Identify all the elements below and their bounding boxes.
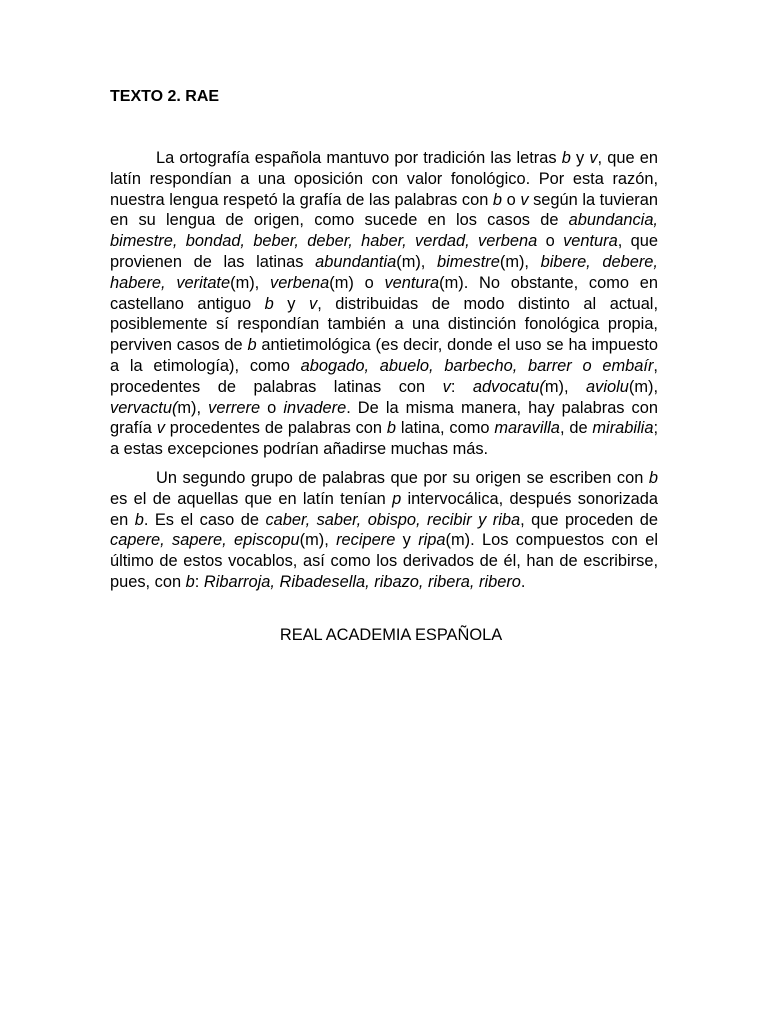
text-run: (m),	[499, 252, 541, 271]
italic-run: capere, sapere, episcopu	[110, 531, 300, 550]
italic-run: abundantia	[315, 252, 397, 271]
text-run: . Es el caso de	[143, 510, 266, 529]
text-run: , de	[559, 419, 593, 438]
italic-run: maravilla	[494, 419, 560, 438]
italic-run: b	[648, 468, 658, 487]
italic-run: verbena	[270, 273, 330, 292]
text-run: Un segundo grupo de palabras que por su origen se escriben con	[156, 468, 649, 487]
text-run: , que en latín respondían a una oposición con valor fonológico. Por esta razón, nuestra lengua respetó la grafía de las palabras con	[110, 149, 658, 209]
text-run: :	[450, 377, 473, 396]
italic-run: ventura	[563, 232, 618, 251]
italic-run: aviolu	[586, 377, 629, 396]
text-run: y	[395, 531, 419, 550]
text-run: , procedentes de palabras latinas con	[110, 356, 658, 396]
italic-run: Ribarroja, Ribadesella, ribazo, ribera, ribero	[203, 572, 521, 591]
italic-run: invadere	[283, 398, 347, 417]
italic-run: bimestre	[437, 252, 500, 271]
text-run: (m),	[396, 252, 437, 271]
text-run: , que provienen de las latinas	[110, 232, 658, 271]
text-run: ; a estas excepciones podrían añadirse muchas más.	[110, 419, 658, 459]
text-run: procedentes de palabras con	[164, 419, 387, 438]
italic-run: v	[589, 149, 598, 167]
signature: REAL ACADEMIA ESPAÑOLA	[279, 625, 503, 644]
italic-run: v	[156, 419, 165, 438]
document-page	[110, 86, 658, 646]
text-run: intervocálica, después sonorizada en	[110, 489, 658, 529]
italic-run: v	[442, 377, 451, 396]
italic-run: advocatu(	[472, 377, 545, 396]
text-run: , que proceden de	[520, 510, 658, 529]
paragraph-2	[110, 468, 658, 593]
text-run: o	[502, 190, 521, 209]
text-run: (m),	[299, 531, 337, 550]
text-run: y	[273, 294, 309, 313]
italic-run: abogado, abuelo, barbecho, barrer o embaír	[300, 356, 654, 375]
text-run: m),	[544, 377, 587, 396]
italic-run: b	[134, 510, 144, 529]
italic-run: b	[264, 294, 274, 313]
paragraph-1	[110, 148, 658, 460]
text-run: antietimológica (es decir, donde el uso se ha impuesto a la etimología), como	[110, 336, 658, 375]
text-run: y	[570, 149, 590, 167]
text-run: m),	[177, 398, 209, 417]
italic-run: b	[492, 190, 503, 209]
text-run: (m) o	[329, 273, 385, 292]
document-heading: TEXTO 2. RAE	[110, 88, 220, 105]
text-run: es el de aquellas que en latín tenían	[110, 489, 393, 508]
italic-run: vervactu(	[110, 398, 178, 417]
italic-run: b	[386, 419, 397, 438]
text-run: .	[520, 572, 526, 591]
italic-run: verrere	[208, 398, 261, 417]
italic-run: recipere	[336, 531, 396, 550]
text-run: La ortografía española mantuvo por tradición las letras	[156, 149, 562, 167]
italic-run: ripa	[418, 531, 446, 550]
italic-run: abundancia, bimestre, bondad, beber, deber, haber, verdad, verbena	[110, 211, 658, 251]
text-run: :	[194, 572, 204, 591]
text-run: , distribuidas de modo distinto al actual, posiblemente sí respondían también a una distinción fonológica propia, perviven casos de	[110, 294, 659, 355]
text-run: (m). No obstante, como en castellano antiguo	[110, 273, 658, 313]
text-run: (m). Los compuestos con el último de estos vocablos, así como los derivados de él, han de escribirse, pues, con	[110, 531, 658, 591]
italic-run: ventura	[384, 273, 440, 292]
italic-run: mirabilia	[592, 419, 654, 438]
text-run: . De la misma manera, hay palabras con grafía	[110, 398, 658, 438]
italic-run: bibere, debere, habere, veritate	[110, 252, 658, 292]
text-run: latina, como	[396, 419, 495, 438]
text-run: según la tuvieran en su lengua de origen, como sucede en los casos de	[110, 190, 658, 230]
text-run: o	[537, 232, 564, 251]
italic-run: b	[185, 572, 195, 591]
italic-run: caber, saber, obispo, recibir y riba	[265, 510, 521, 529]
italic-run: b	[561, 149, 571, 167]
italic-run: v	[520, 190, 529, 209]
text-run: (m),	[628, 377, 658, 396]
italic-run: p	[392, 489, 402, 508]
text-run: o	[260, 398, 284, 417]
italic-run: b	[247, 336, 257, 355]
italic-run: v	[309, 294, 318, 313]
text-run: (m),	[230, 273, 270, 292]
